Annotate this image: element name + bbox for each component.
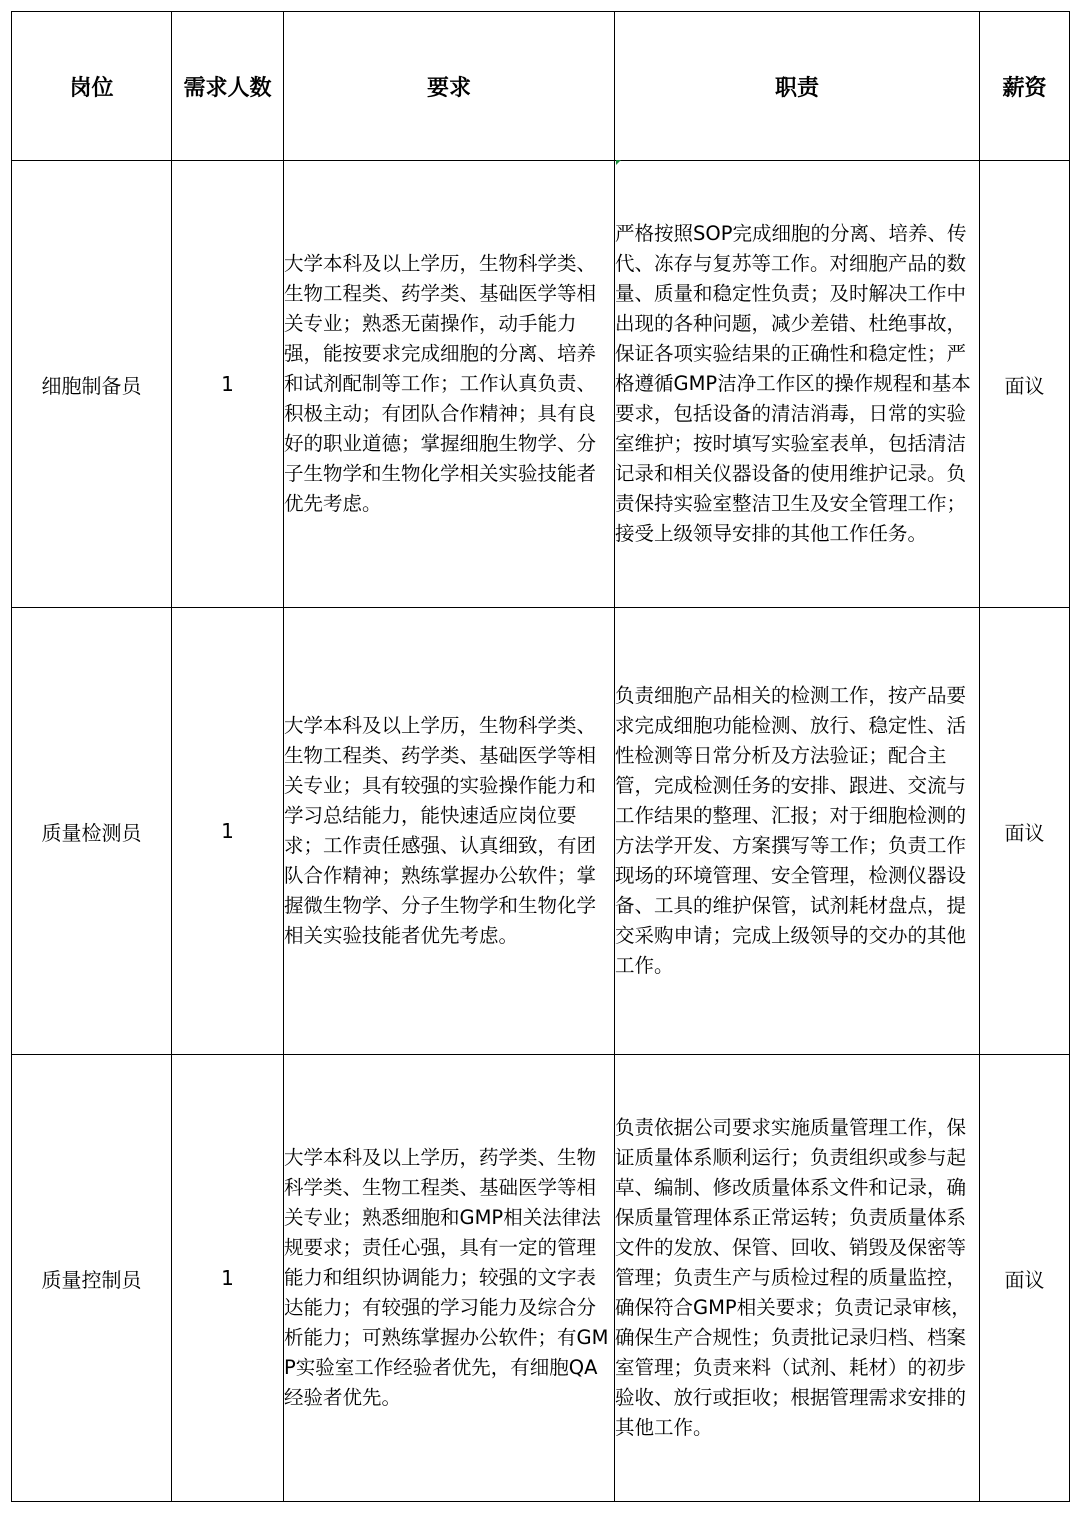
cell-position: 质量检测员 — [12, 608, 172, 1055]
cell-count: 1 — [172, 161, 284, 608]
cell-count: 1 — [172, 1055, 284, 1502]
duties-text: 严格按照SOP完成细胞的分离、培养、传代、冻存与复苏等工作。对细胞产品的数量、质量和稳定性负责；及时解决工作中出现的各种问题，减少差错、杜绝事故，保证各项实验结果的正确性和稳定性；严格遵循GMP洁净工作区的操作规程和基本要求，包括设备的清洁消毒，日常的实验室维护；按时填写实验室表单，包括清洁记录和相关仪器设备的使用维护记录。负责保持实验室整洁卫生及安全管理工作；接受上级领导安排的其他工作任务。 — [615, 222, 971, 545]
cell-requirements — [284, 161, 615, 608]
cell-duties — [615, 608, 980, 1055]
cell-comment-marker-icon — [616, 160, 621, 165]
cell-duties — [615, 1055, 980, 1502]
header-requirements: 要求 — [284, 12, 615, 161]
table-header-row — [12, 12, 1070, 161]
table-row — [12, 1055, 1070, 1502]
cell-salary: 面议 — [980, 1055, 1070, 1502]
requirements-text: 大学本科及以上学历，药学类、生物科学类、生物工程类、基础医学等相关专业；熟悉细胞和GMP相关法律法规要求；责任心强，具有一定的管理能力和组织协调能力；较强的文字表达能力；有较强的学习能力及综合分析能力；可熟练掌握办公软件；有GMP实验室工作经验者优先，有细胞QA经验者优先。 — [284, 1146, 609, 1409]
requirements-text: 大学本科及以上学历，生物科学类、生物工程类、药学类、基础医学等相关专业；熟悉无菌操作，动手能力强，能按要求完成细胞的分离、培养和试剂配制等工作；工作认真负责、积极主动；有团队合作精神；具有良好的职业道德；掌握细胞生物学、分子生物学和生物化学相关实验技能者优先考虑。 — [284, 252, 597, 515]
header-duties: 职责 — [615, 12, 980, 161]
header-count: 需求人数 — [172, 12, 284, 161]
header-salary: 薪资 — [980, 12, 1070, 161]
cell-position: 质量控制员 — [12, 1055, 172, 1502]
job-table — [11, 11, 1070, 1502]
cell-count: 1 — [172, 608, 284, 1055]
requirements-text: 大学本科及以上学历，生物科学类、生物工程类、药学类、基础医学等相关专业；具有较强的实验操作能力和学习总结能力，能快速适应岗位要求；工作责任感强、认真细致，有团队合作精神；熟练掌握办公软件；掌握微生物学、分子生物学和生物化学相关实验技能者优先考虑。 — [284, 714, 597, 947]
cell-duties — [615, 161, 980, 608]
cell-requirements — [284, 1055, 615, 1502]
duties-text: 负责细胞产品相关的检测工作，按产品要求完成细胞功能检测、放行、稳定性、活性检测等日常分析及方法验证；配合主管，完成检测任务的安排、跟进、交流与工作结果的整理、汇报；对于细胞检测的方法学开发、方案撰写等工作；负责工作现场的环境管理、安全管理，检测仪器设备、工具的维护保管，试剂耗材盘点，提交采购申请；完成上级领导的交办的其他工作。 — [615, 684, 967, 977]
cell-salary: 面议 — [980, 608, 1070, 1055]
cell-requirements — [284, 608, 615, 1055]
duties-text: 负责依据公司要求实施质量管理工作，保证质量体系顺利运行；负责组织或参与起草、编制、修改质量体系文件和记录，确保质量管理体系正常运转；负责质量体系文件的发放、保管、回收、销毁及保密等管理；负责生产与质检过程的质量监控，确保符合GMP相关要求；负责记录审核，确保生产合规性；负责批记录归档、档案室管理；负责来料（试剂、耗材）的初步验收、放行或拒收；根据管理需求安排的其他工作。 — [615, 1116, 971, 1439]
table-row — [12, 161, 1070, 608]
header-position: 岗位 — [12, 12, 172, 161]
cell-position: 细胞制备员 — [12, 161, 172, 608]
table-row — [12, 608, 1070, 1055]
cell-salary: 面议 — [980, 161, 1070, 608]
